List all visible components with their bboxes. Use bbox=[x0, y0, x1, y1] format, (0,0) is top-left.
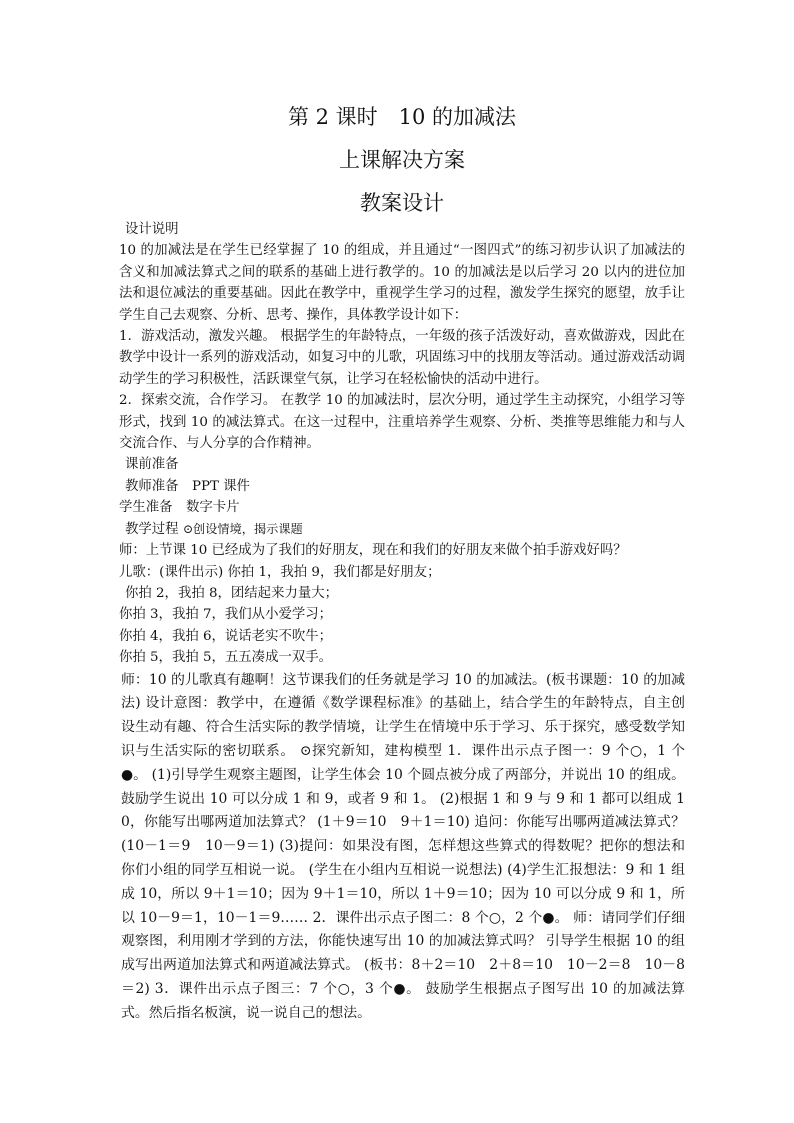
process-heading: 教学过程 bbox=[125, 521, 179, 537]
rhyme-line-1: 儿歌：(课件出示) 你拍 1，我拍 9，我们都是好朋友； bbox=[119, 564, 441, 580]
design-point-2: 2．探索交流，合作学习。 在教学 10 的加减法时，层次分明，通过学生主动探究，小组学习等形式，找到 10 的减法算式。在这一过程中，注重培养学生观察、分析、类推等思维能力和与人交流合作、与人分享的合作精神。 bbox=[119, 393, 685, 452]
lesson-title: 第 2 课时 10 的加减法 bbox=[287, 105, 517, 129]
solution-title: 上课解决方案 bbox=[339, 148, 465, 172]
main-body: 师：10 的儿歌真有趣啊！这节课我们的任务就是学习 10 的加减法。(板书课题：10 的加减法) 设计意图：教学中，在遵循《数学课程标准》的基础上，结合学生的年龄特点，自主创设生动有趣、符合生活实际的教学情境，让学生在情境中乐于学习、乐于探究，感受数学知识与生活实际的密切联系。 ⊙探究新知，建构模型 1．课件出示点子图一：9 个○，1 个●。 (1)引导学生观察主题图，让学生体会 10 个圆点被分成了两部分，并说出 10 的组成。鼓励学生说出 10 可以分成 1 和 9，或者 9 和 1。 (2)根据 1 和 9 与 9 和 1 都可以组成 10，你能写出哪两道加法算式？ (1＋9＝10 9＋1＝10) 追问：你能写出哪两道减法算式？(10－1＝9 10－9＝1) (3)提问：如果没有图，怎样想这些算式的得数呢？把你的想法和你们小组的同学互相说一说。 (学生在小组内互相说一说想法) (4)学生汇报想法：9 和 1 组成 10，所以 9＋1＝10；因为 9＋1＝10，所以 1＋9＝10；因为 10 可以分成 9 和 1，所以 10－9＝1，10－1＝9…… 2．课件出示点子图二：8 个○，2 个●。 师：请同学们仔细观察图，利用刚才学到的方法，你能快速写出 10 的加减法算式吗？ 引导学生根据 10 的组成写出两道加法算式和两道减法算式。 (板书：8＋2＝10 2＋8＝10 10－2＝8 10－8＝2) 3．课件出示点子图三：7 个○，3 个●。 鼓励学生根据点子图写出 10 的加减法算式。然后指名板演，说一说自己的想法。 bbox=[121, 671, 685, 1021]
teacher-prep: 教师准备 PPT 课件 bbox=[125, 478, 250, 494]
prep-heading: 课前准备 bbox=[125, 457, 179, 473]
rhyme-line-5: 你拍 5，我拍 5，五五凑成一双手。 bbox=[119, 650, 333, 666]
design-title: 教案设计 bbox=[360, 191, 444, 215]
rhyme-line-3: 你拍 3，我拍 7，我们从小爱学习； bbox=[119, 607, 333, 623]
design-notes-intro: 10 的加减法是在学生已经掌握了 10 的组成，并且通过“一图四式”的练习初步认识了加减法的含义和加减法算式之间的联系的基础上进行教学的。10 的加减法是以后学习 20 以内的进位加法和退位减法的重要基础。因此在教学中，重视学生学习的过程，激发学生探究的愿望，放手让学生自己去观察、分析、思考、操作，具体教学设计如下： bbox=[119, 243, 685, 323]
student-prep: 学生准备 数字卡片 bbox=[119, 500, 240, 516]
document-page bbox=[119, 100, 685, 1025]
rhyme-line-4: 你拍 4，我拍 6，说话老实不吹牛； bbox=[119, 628, 333, 644]
teacher-intro: 师：上节课 10 已经成为了我们的好朋友，现在和我们的好朋友来做个拍手游戏好吗？ bbox=[119, 543, 627, 559]
process-line bbox=[119, 519, 685, 540]
process-step-1: ⊙创设情境，揭示课题 bbox=[182, 521, 303, 536]
rhyme-line-2: 你拍 2，我拍 8，团结起来力量大； bbox=[125, 585, 339, 601]
design-notes-heading: 设计说明 bbox=[125, 222, 179, 237]
design-point-1: 1．游戏活动，激发兴趣。 根据学生的年龄特点，一年级的孩子活泼好动，喜欢做游戏，因此在教学中设计一系列的游戏活动，如复习中的儿歌，巩固练习中的找朋友等活动。通过游戏活动调动学生的学习积极性，活跃课堂气氛，让学习在轻松愉快的活动中进行。 bbox=[119, 329, 685, 387]
